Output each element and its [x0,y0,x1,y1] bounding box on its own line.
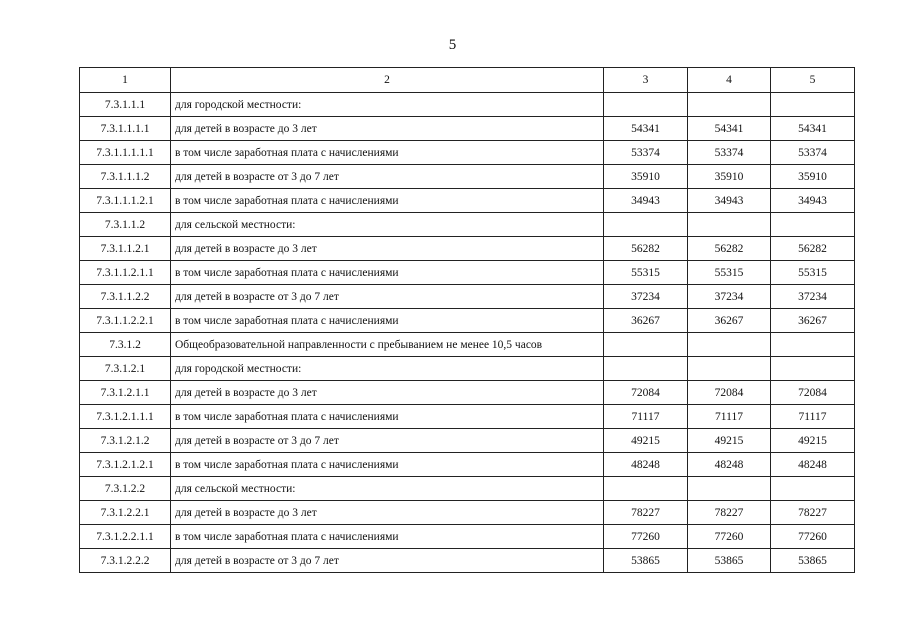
row-code-cell: 7.3.1.2.2 [80,477,171,501]
row-code-cell: 7.3.1.1.1 [80,93,171,117]
row-value-col3-cell: 53374 [604,141,688,165]
table-row [80,117,855,141]
row-value-col3-cell: 49215 [604,429,688,453]
row-code-cell: 7.3.1.2.1.1.1 [80,405,171,429]
row-value-col3-cell: 72084 [604,381,688,405]
row-value-col4-cell [688,213,771,237]
row-value-col5-cell [771,333,855,357]
row-code-cell: 7.3.1.2.1.2 [80,429,171,453]
row-description-cell: в том числе заработная плата с начислениями [171,189,604,213]
row-value-col5-cell [771,213,855,237]
row-value-col4-cell [688,93,771,117]
row-value-col5-cell: 54341 [771,117,855,141]
row-description-cell: для сельской местности: [171,213,604,237]
row-value-col5-cell: 35910 [771,165,855,189]
row-value-col5-cell: 36267 [771,309,855,333]
row-value-col5-cell: 56282 [771,237,855,261]
row-code-cell: 7.3.1.2.2.1 [80,501,171,525]
row-description-cell: в том числе заработная плата с начислениями [171,453,604,477]
row-value-col3-cell: 34943 [604,189,688,213]
column-header-5: 5 [771,68,855,93]
row-value-col3-cell: 54341 [604,117,688,141]
row-value-col4-cell: 53865 [688,549,771,573]
table-row [80,165,855,189]
row-value-col4-cell: 78227 [688,501,771,525]
row-code-cell: 7.3.1.2.2.2 [80,549,171,573]
row-description-cell: Общеобразовательной направленности с пребыванием не менее 10,5 часов [171,333,604,357]
row-value-col3-cell: 77260 [604,525,688,549]
row-code-cell: 7.3.1.1.1.2.1 [80,189,171,213]
row-value-col4-cell [688,357,771,381]
row-value-col5-cell [771,93,855,117]
row-description-cell: для городской местности: [171,357,604,381]
row-value-col5-cell: 48248 [771,453,855,477]
row-description-cell: для детей в возрасте от 3 до 7 лет [171,285,604,309]
row-description-cell: для сельской местности: [171,477,604,501]
row-code-cell: 7.3.1.1.2.2 [80,285,171,309]
table-row [80,189,855,213]
row-value-col4-cell: 37234 [688,285,771,309]
row-value-col5-cell: 72084 [771,381,855,405]
table-row [80,525,855,549]
row-value-col4-cell: 54341 [688,117,771,141]
row-value-col5-cell: 34943 [771,189,855,213]
row-value-col3-cell [604,213,688,237]
row-value-col5-cell [771,357,855,381]
row-code-cell: 7.3.1.1.2 [80,213,171,237]
row-value-col5-cell: 77260 [771,525,855,549]
row-value-col4-cell: 35910 [688,165,771,189]
row-value-col3-cell: 78227 [604,501,688,525]
row-value-col3-cell [604,333,688,357]
row-code-cell: 7.3.1.2.1 [80,357,171,381]
row-value-col3-cell: 35910 [604,165,688,189]
row-value-col5-cell [771,477,855,501]
data-table [79,67,855,573]
row-description-cell: для городской местности: [171,93,604,117]
row-value-col4-cell [688,477,771,501]
table-row [80,549,855,573]
table-row [80,261,855,285]
row-description-cell: в том числе заработная плата с начислениями [171,405,604,429]
row-code-cell: 7.3.1.1.2.2.1 [80,309,171,333]
table-row [80,357,855,381]
row-value-col3-cell [604,93,688,117]
row-value-col5-cell: 49215 [771,429,855,453]
row-value-col5-cell: 55315 [771,261,855,285]
row-value-col3-cell: 37234 [604,285,688,309]
row-value-col3-cell: 56282 [604,237,688,261]
table-row [80,429,855,453]
row-value-col4-cell: 53374 [688,141,771,165]
row-description-cell: для детей в возрасте от 3 до 7 лет [171,429,604,453]
table-row [80,237,855,261]
row-value-col3-cell: 53865 [604,549,688,573]
column-header-2: 2 [171,68,604,93]
row-value-col3-cell [604,477,688,501]
row-value-col4-cell: 36267 [688,309,771,333]
row-value-col4-cell: 77260 [688,525,771,549]
row-code-cell: 7.3.1.2.1.2.1 [80,453,171,477]
row-value-col5-cell: 53865 [771,549,855,573]
row-value-col3-cell: 71117 [604,405,688,429]
table-row [80,213,855,237]
row-value-col3-cell: 36267 [604,309,688,333]
table-row [80,477,855,501]
row-code-cell: 7.3.1.1.2.1 [80,237,171,261]
row-value-col4-cell: 72084 [688,381,771,405]
table-row [80,405,855,429]
row-value-col4-cell: 34943 [688,189,771,213]
row-value-col4-cell [688,333,771,357]
row-description-cell: в том числе заработная плата с начислениями [171,309,604,333]
row-code-cell: 7.3.1.1.1.2 [80,165,171,189]
row-value-col5-cell: 78227 [771,501,855,525]
row-description-cell: для детей в возрасте от 3 до 7 лет [171,165,604,189]
row-code-cell: 7.3.1.1.1.1.1 [80,141,171,165]
table-row [80,333,855,357]
table-row [80,501,855,525]
column-header-4: 4 [688,68,771,93]
table-header-row [80,68,855,93]
table-row [80,141,855,165]
row-value-col5-cell: 37234 [771,285,855,309]
row-description-cell: для детей в возрасте до 3 лет [171,381,604,405]
row-value-col4-cell: 55315 [688,261,771,285]
column-header-1: 1 [80,68,171,93]
row-description-cell: для детей в возрасте до 3 лет [171,237,604,261]
row-code-cell: 7.3.1.1.2.1.1 [80,261,171,285]
row-value-col4-cell: 56282 [688,237,771,261]
column-header-3: 3 [604,68,688,93]
row-description-cell: для детей в возрасте от 3 до 7 лет [171,549,604,573]
table-row [80,309,855,333]
row-code-cell: 7.3.1.2 [80,333,171,357]
page-number: 5 [448,37,457,53]
table-row [80,285,855,309]
row-description-cell: для детей в возрасте до 3 лет [171,117,604,141]
row-value-col3-cell: 55315 [604,261,688,285]
row-code-cell: 7.3.1.1.1.1 [80,117,171,141]
row-value-col4-cell: 71117 [688,405,771,429]
row-value-col5-cell: 53374 [771,141,855,165]
row-code-cell: 7.3.1.2.1.1 [80,381,171,405]
row-value-col4-cell: 49215 [688,429,771,453]
row-value-col4-cell: 48248 [688,453,771,477]
row-description-cell: в том числе заработная плата с начислениями [171,261,604,285]
row-description-cell: в том числе заработная плата с начислениями [171,141,604,165]
row-value-col5-cell: 71117 [771,405,855,429]
row-value-col3-cell [604,357,688,381]
table-row [80,453,855,477]
row-value-col3-cell: 48248 [604,453,688,477]
row-code-cell: 7.3.1.2.2.1.1 [80,525,171,549]
table-row [80,93,855,117]
table-row [80,381,855,405]
row-description-cell: в том числе заработная плата с начислениями [171,525,604,549]
row-description-cell: для детей в возрасте до 3 лет [171,501,604,525]
